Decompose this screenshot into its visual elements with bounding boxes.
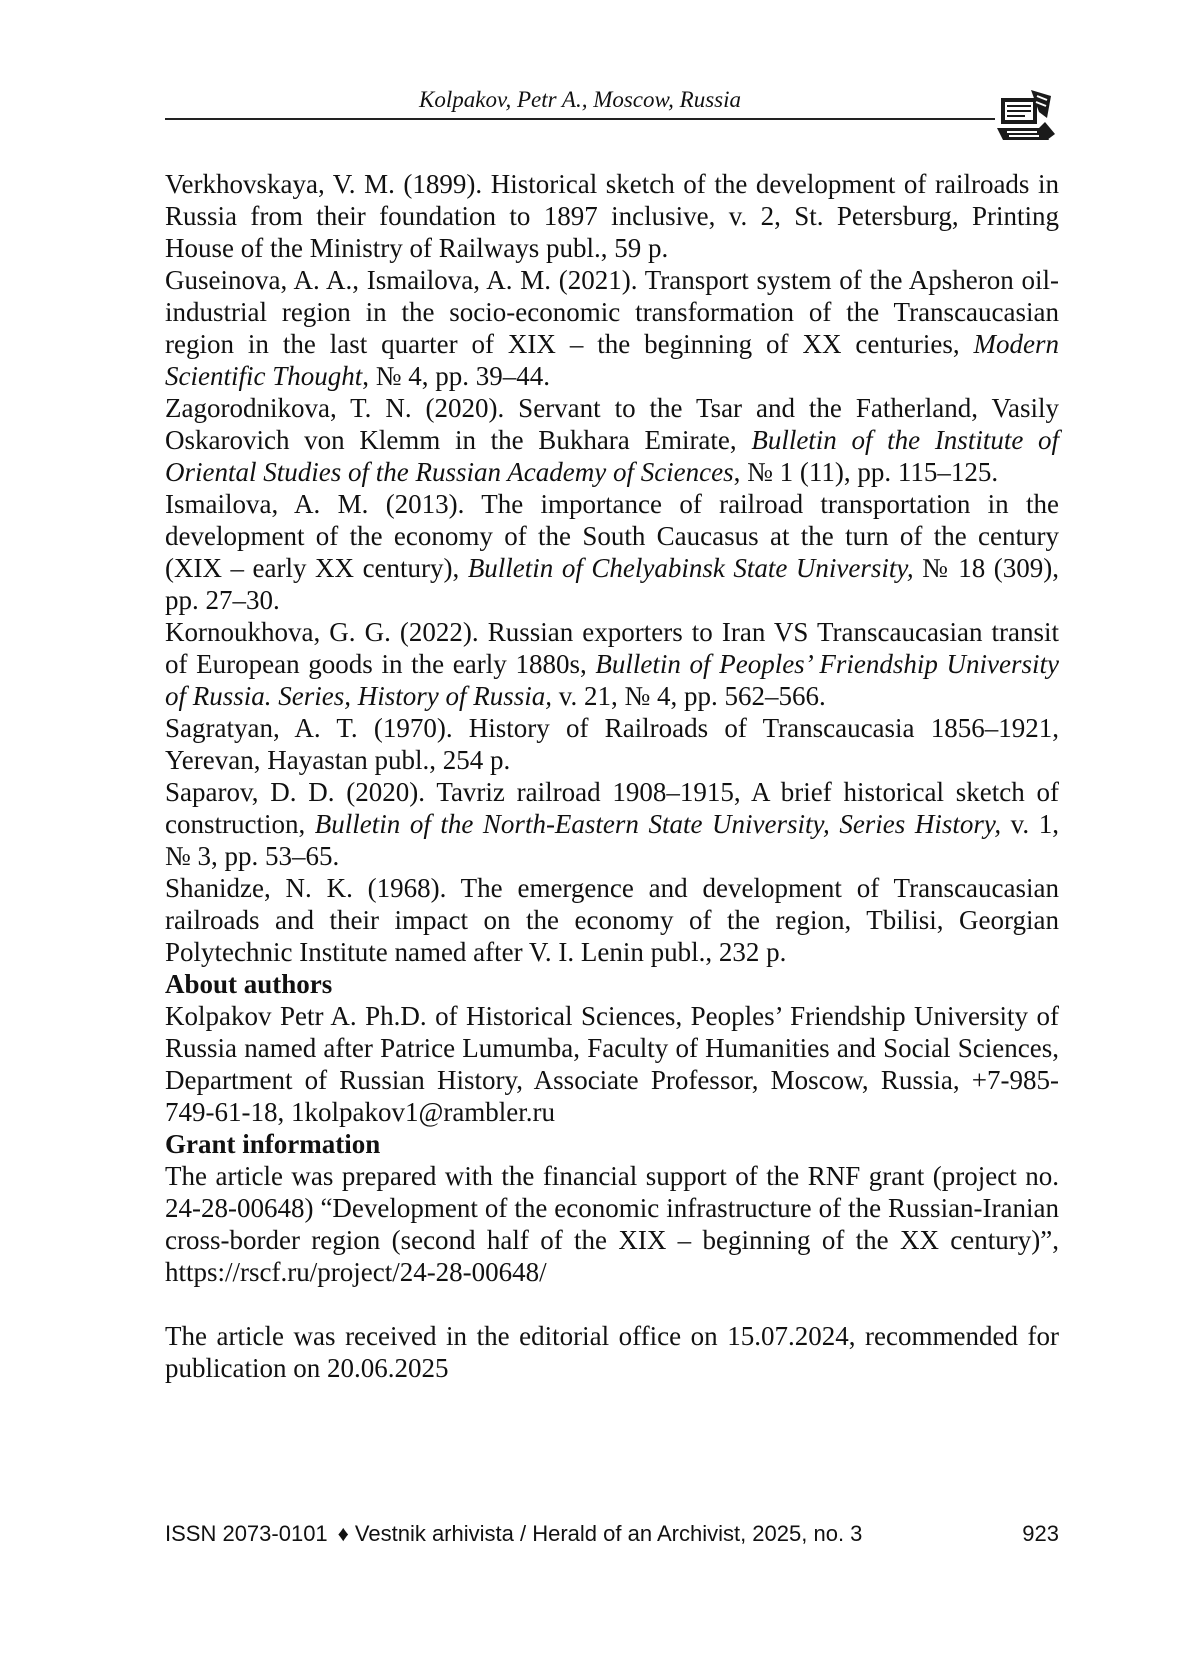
journal-title: Bulletin of the North-Eastern State University, Series History,: [314, 809, 1002, 839]
issn-label: ISSN 2073-0101: [165, 1521, 328, 1546]
reference-text: Zagorodnikova, T. N. (2020). Servant to the Tsar and the Fatherland, Vasily Oskarovich von Klemm in the Bukhara Emirate,: [165, 393, 1059, 455]
journal-title: Bulletin of Peoples’ Friendship University of Russia. Series, History of Russia,: [165, 649, 1060, 711]
reference-text: Sagratyan, A. T. (1970). History of Railroads of Transcaucasia 1856–1921, Yerevan, Hayastan publ., 254 p.: [165, 713, 1059, 775]
running-title: Kolpakov, Petr A., Moscow, Russia: [419, 87, 741, 112]
about-authors-heading: About authors: [165, 969, 333, 999]
reference-details: v. 21, № 4, pp. 562–566.: [552, 681, 826, 711]
archive-computer-icon: [995, 88, 1059, 148]
reference-item: [165, 488, 1059, 616]
reference-text: Guseinova, A. A., Ismailova, A. M. (2021). Transport system of the Apsheron oil-industrial region in the socio-economic transformation of the Transcaucasian region in the last quarter of XIX – the beginning of XX centuries,: [165, 265, 1059, 359]
journal-title: Bulletin of the Institute of Oriental Studies of the Russian Academy of Sciences: [165, 425, 1059, 487]
reference-item: [165, 776, 1059, 872]
diamond-icon: ♦: [337, 1521, 349, 1546]
reference-item: [165, 872, 1059, 968]
paragraph-spacer: [165, 1288, 1059, 1320]
main-content: [165, 168, 1059, 1384]
reference-item: [165, 616, 1059, 712]
reference-item: [165, 264, 1059, 392]
reference-details: v. 1, № 3, pp. 53–65.: [165, 809, 1059, 871]
reference-item: [165, 392, 1059, 488]
grant-information-heading: Grant information: [165, 1129, 381, 1159]
reference-text: Saparov, D. D. (2020). Tavriz railroad 1908–1915, A brief historical sketch of construction,: [165, 777, 1059, 839]
page-footer: [165, 1518, 1059, 1550]
about-authors-text: Kolpakov Petr A. Ph.D. of Historical Sciences, Peoples’ Friendship University of Russia named after Patrice Lumumba, Faculty of Humanities and Social Sciences, Department of Russian History, Associate Professor, Moscow, Russia, +7-985-749-61-18, 1kolpakov1@rambler.ru: [165, 1001, 1059, 1127]
received-note: The article was received in the editorial office on 15.07.2024, recommended for publication on 20.06.2025: [165, 1321, 1059, 1383]
grant-information-text: The article was prepared with the financial support of the RNF grant (project no. 24-28-00648) “Development of the economic infrastructure of the Russian-Iranian cross-border region (second half of the XIX – beginning of the XX century)”, https://rscf.ru/project/24-28-00648/: [165, 1161, 1059, 1287]
reference-item: [165, 168, 1059, 264]
journal-title: Bulletin of Chelyabinsk State University,: [467, 553, 914, 583]
reference-details: № 18 (309), pp. 27–30.: [165, 553, 1060, 615]
journal-title: Modern Scientific Thought: [165, 329, 1059, 391]
reference-text: Ismailova, A. M. (2013). The importance of railroad transportation in the development of the economy of the South Caucasus at the turn of the century (XIX – early XX century),: [165, 489, 1059, 583]
journal-citation: Vestnik arhivista / Herald of an Archivist, 2025, no. 3: [354, 1521, 863, 1546]
reference-details: , № 4, pp. 39–44.: [362, 361, 550, 391]
running-header: [165, 82, 995, 120]
reference-text: Kornoukhova, G. G. (2022). Russian exporters to Iran VS Transcaucasian transit of European goods in the early 1880s,: [165, 617, 1059, 679]
reference-text: Verkhovskaya, V. M. (1899). Historical sketch of the development of railroads in Russia from their foundation to 1897 inclusive, v. 2, St. Petersburg, Printing House of the Ministry of Railways publ., 59 p.: [165, 169, 1059, 263]
footer-journal-line: [165, 1518, 862, 1550]
reference-text: Shanidze, N. K. (1968). The emergence and development of Transcaucasian railroads and their impact on the economy of the region, Tbilisi, Georgian Polytechnic Institute named after V. I. Lenin publ., 232 p.: [165, 873, 1059, 967]
reference-details: , № 1 (11), pp. 115–125.: [733, 457, 999, 487]
page-number: 923: [1022, 1521, 1059, 1546]
reference-item: [165, 712, 1059, 776]
